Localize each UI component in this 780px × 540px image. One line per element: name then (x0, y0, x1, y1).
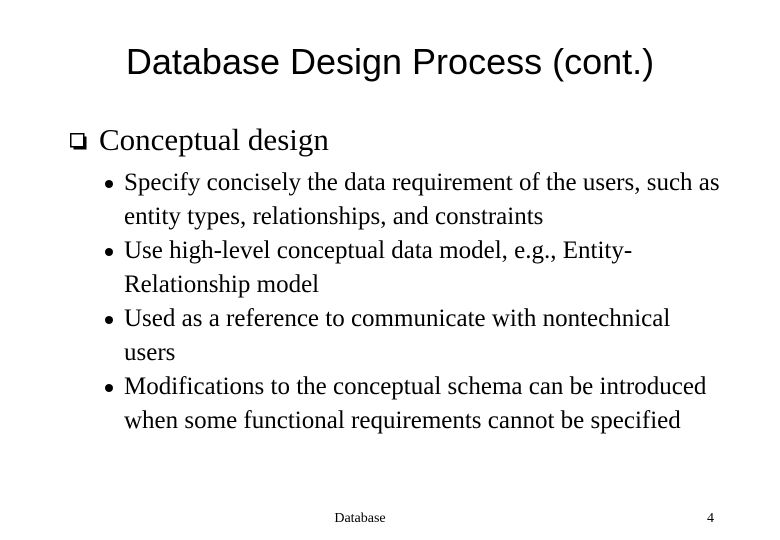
footer-label: Database (334, 511, 386, 526)
bullet-list (103, 166, 723, 438)
slide-title: Database Design Process (cont.) (125, 41, 655, 82)
bullet-item (103, 302, 723, 370)
topic-label: Conceptual design (99, 122, 329, 157)
bullet-text: Specify concisely the data requirement of the users, such as entity types, relationships, and constraints (124, 169, 720, 230)
bullet-text: Use high-level conceptual data model, e.g., Entity-Relationship model (124, 237, 633, 298)
bullet-item (103, 166, 723, 234)
bullet-dot-icon (105, 180, 113, 188)
bullet-text: Used as a reference to communicate with nontechnical users (124, 305, 671, 366)
bullet-dot-icon (105, 248, 113, 256)
page-number: 4 (707, 511, 714, 526)
bullet-item (103, 234, 723, 302)
bullet-dot-icon (105, 316, 113, 324)
bullet-dot-icon (105, 384, 113, 392)
bullet-item (103, 370, 723, 438)
bullet-text: Modifications to the conceptual schema can be introduced when some functional requirements cannot be specified (124, 373, 707, 434)
checkbox-square-icon (70, 133, 87, 150)
topic-heading (70, 118, 329, 162)
